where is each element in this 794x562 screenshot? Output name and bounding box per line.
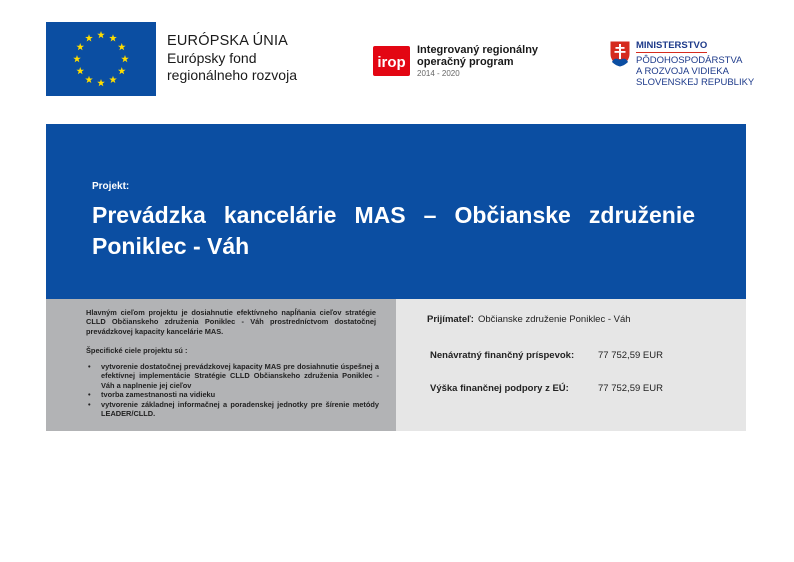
irop-logo-text: irop xyxy=(377,54,406,71)
project-banner xyxy=(46,124,746,299)
project-title: Prevádzka kancelárie MAS – Občianske združenie Poniklec - Váh xyxy=(92,202,695,259)
project-label: Projekt: xyxy=(92,181,130,192)
ministry-line0: MINISTERSTVO xyxy=(636,40,708,51)
recipient-row xyxy=(427,314,631,325)
list-item: • tvorba zamestnanosti na vidieku xyxy=(86,390,379,399)
main-goal-text: Hlavným cieľom projektu je dosiahnutie efektívneho napĺňania cieľov stratégie CLLD Občianskeho združenia Poniklec - Váh prostredníctvom dostatočnej prevádzkovej kapacity kancelárie MAS. xyxy=(86,308,376,336)
recipient-label: Prijímateľ: xyxy=(427,314,474,325)
eu-star-icon xyxy=(76,67,84,74)
grant-value: 77 752,59 EUR xyxy=(598,350,663,361)
irop-logo-icon xyxy=(373,46,410,76)
list-item: • vytvorenie dostatočnej prevádzkovej kapacity MAS pre dosiahnutie úspešnej a efektívnej implementácie Stratégie CLLD Občianskeho združenia Poniklec - Váh a naplnenie jej cieľov xyxy=(86,362,379,390)
irop-program-name xyxy=(417,44,538,79)
specific-goals-list xyxy=(86,362,379,418)
ministry-line3: SLOVENSKEJ REPUBLIKY xyxy=(636,77,755,88)
list-item: • vytvorenie základnej informačnej a poradenskej jednotky pre šírenie metódy LEADER/CLLD. xyxy=(86,400,379,419)
eu-star-icon xyxy=(109,76,117,83)
eu-support-row xyxy=(430,383,663,394)
grant-row xyxy=(430,350,663,361)
eu-star-icon xyxy=(118,43,126,50)
irop-years: 2014 - 2020 xyxy=(417,69,460,78)
eu-support-label: Výška finančnej podpory z EÚ: xyxy=(430,383,569,394)
irop-line2: operačný program xyxy=(417,56,514,68)
irop-line1: Integrovaný regionálny xyxy=(417,44,539,56)
eu-star-icon xyxy=(109,34,117,41)
grant-label: Nenávratný finančný príspevok: xyxy=(430,350,575,361)
eu-star-icon xyxy=(85,76,93,83)
specific-goals-label: Špecifické ciele projektu sú : xyxy=(86,346,188,355)
recipient-value: Občianske združenie Poniklec - Váh xyxy=(477,314,631,325)
ministry-line2: A ROZVOJA VIDIEKA xyxy=(636,66,729,77)
eu-fund-line1: Európsky fond xyxy=(167,50,257,66)
description-panel xyxy=(46,299,396,431)
eu-logo-text xyxy=(167,33,297,84)
ministry-line1: PÔDOHOSPODÁRSTVA xyxy=(636,55,743,66)
eu-star-icon xyxy=(85,34,93,41)
eu-support-value: 77 752,59 EUR xyxy=(598,383,663,394)
ministry-name xyxy=(636,40,754,88)
eu-star-icon xyxy=(118,67,126,74)
eu-star-icon xyxy=(76,43,84,50)
eu-flag-icon xyxy=(46,22,156,96)
eu-star-icon xyxy=(73,55,81,62)
eu-star-icon xyxy=(97,31,105,38)
eu-star-icon xyxy=(121,55,129,62)
details-panel xyxy=(396,299,746,431)
eu-fund-line2: regionálneho rozvoja xyxy=(167,67,297,83)
eu-name: EURÓPSKA ÚNIA xyxy=(167,33,289,49)
eu-star-icon xyxy=(97,79,105,86)
slovak-coat-of-arms-icon xyxy=(609,40,631,68)
